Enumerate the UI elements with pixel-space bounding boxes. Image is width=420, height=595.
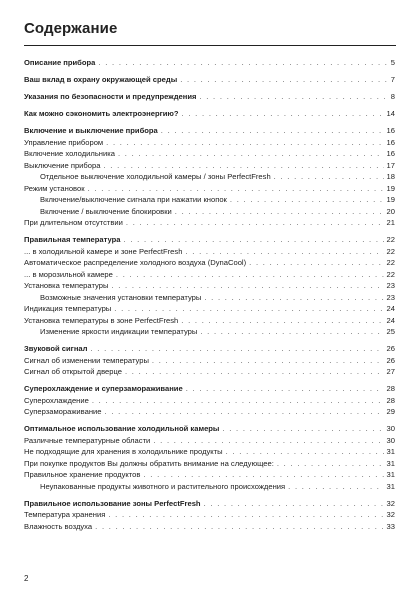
toc-entry-title: Изменение яркости индикации температуры bbox=[40, 327, 198, 336]
toc-entry bbox=[24, 343, 395, 355]
toc-entry-page: 28 bbox=[386, 395, 395, 405]
toc-entry bbox=[24, 108, 395, 120]
toc-entry-page: 14 bbox=[386, 109, 395, 118]
toc-dot-leader bbox=[200, 326, 383, 338]
toc-entry bbox=[24, 383, 395, 395]
toc-entry bbox=[24, 423, 395, 435]
toc-entry-page: 5 bbox=[390, 58, 395, 67]
toc-dot-leader bbox=[277, 458, 384, 470]
toc-entry-title: Указания по безопасности и предупреждения bbox=[24, 92, 197, 101]
toc-entry-page: 19 bbox=[386, 195, 395, 204]
toc-dot-leader bbox=[116, 269, 384, 281]
page-number: 2 bbox=[24, 574, 29, 583]
toc-dot-leader bbox=[114, 303, 383, 315]
toc-entry bbox=[24, 257, 395, 269]
toc-entry-title: Правильное хранение продуктов bbox=[24, 470, 141, 479]
toc-entry-page: 19 bbox=[386, 183, 395, 193]
toc-entry bbox=[24, 269, 395, 281]
page-title: Содержание bbox=[24, 20, 118, 37]
toc-entry bbox=[24, 148, 395, 160]
toc-entry-title: Как можно сэкономить электроэнергию? bbox=[24, 109, 179, 118]
toc-entry bbox=[24, 125, 395, 137]
toc-entry-page: 31 bbox=[386, 481, 395, 491]
toc-dot-leader bbox=[185, 246, 383, 258]
toc-entry bbox=[24, 206, 395, 218]
toc-entry bbox=[24, 292, 395, 304]
toc-entry bbox=[24, 280, 395, 292]
toc-dot-leader bbox=[186, 383, 384, 395]
toc-dot-leader bbox=[103, 160, 383, 172]
toc-dot-leader bbox=[199, 91, 387, 103]
toc-entry bbox=[24, 366, 395, 378]
toc-dot-leader bbox=[105, 406, 384, 418]
toc-dot-leader bbox=[95, 521, 383, 533]
toc-entry-title: Установка температуры в зоне PerfectFresh bbox=[24, 315, 179, 325]
toc-entry-title: Правильное использование зоны PerfectFresh bbox=[24, 498, 201, 508]
toc-entry-page: 16 bbox=[386, 149, 395, 158]
toc-entry-page: 30 bbox=[386, 424, 395, 433]
toc-entry-page: 27 bbox=[386, 367, 395, 376]
toc-entry-title: Отдельное выключение холодильной камеры / зоны PerfectFresh bbox=[40, 172, 271, 181]
toc-entry bbox=[24, 395, 395, 407]
toc-entry-page: 22 bbox=[386, 269, 395, 279]
toc-entry-page: 24 bbox=[386, 315, 395, 325]
toc-entry-title: Неупакованные продукты животного и растительного происхождения bbox=[40, 481, 286, 491]
toc-entry-page: 24 bbox=[386, 304, 395, 313]
toc-dot-leader bbox=[111, 280, 383, 292]
toc-entry-page: 16 bbox=[386, 126, 395, 135]
toc-entry bbox=[24, 160, 395, 172]
toc-entry-title: Звуковой сигнал bbox=[24, 344, 88, 353]
toc-entry bbox=[24, 509, 395, 521]
toc-entry bbox=[24, 498, 395, 510]
toc-entry-title: Описание прибора bbox=[24, 58, 96, 67]
toc-entry-page: 31 bbox=[386, 447, 395, 456]
toc-dot-leader bbox=[88, 183, 384, 195]
toc-entry bbox=[24, 446, 395, 458]
toc-dot-leader bbox=[118, 148, 384, 160]
toc-entry-page: 16 bbox=[386, 137, 395, 147]
toc-dot-leader bbox=[108, 509, 383, 521]
toc-entry bbox=[24, 246, 395, 258]
toc-dot-leader bbox=[124, 234, 384, 246]
toc-dot-leader bbox=[249, 257, 383, 269]
toc-entry-page: 23 bbox=[386, 281, 395, 290]
toc-dot-leader bbox=[152, 355, 384, 367]
toc-entry-title: Влажность воздуха bbox=[24, 521, 93, 531]
toc-entry-page: 29 bbox=[386, 407, 395, 416]
toc-entry-title: Правильная температура bbox=[24, 235, 121, 244]
toc-entry-title: Включение / выключение блокировки bbox=[40, 206, 172, 216]
toc-entry-title: Возможные значения установки температуры bbox=[40, 292, 202, 302]
toc-entry-title: Сигнал об открытой дверце bbox=[24, 367, 122, 376]
toc-entry-title: Включение/выключение сигнала при нажатии кнопок bbox=[40, 195, 227, 204]
toc-entry bbox=[24, 458, 395, 470]
toc-entry-page: 25 bbox=[386, 327, 395, 336]
toc-entry-title: Не подходящие для хранения в холодильнике продукты bbox=[24, 447, 223, 456]
toc-entry-title: ... в холодильной камере и зоне PerfectFresh bbox=[24, 246, 183, 256]
toc-dot-leader bbox=[161, 125, 384, 137]
toc-entry-title: Суперохлаждение и суперзамораживание bbox=[24, 384, 183, 393]
toc-entry-title: Включение и выключение прибора bbox=[24, 126, 158, 135]
toc-entry bbox=[24, 137, 395, 149]
toc-entry-page: 32 bbox=[386, 498, 395, 508]
toc-entry-page: 20 bbox=[386, 206, 395, 216]
toc-dot-leader bbox=[143, 469, 383, 481]
toc-entry-title: Суперохлаждение bbox=[24, 395, 89, 405]
toc-entry bbox=[24, 57, 395, 69]
toc-entry-title: Установка температуры bbox=[24, 281, 109, 290]
toc-dot-leader bbox=[204, 498, 384, 510]
toc-entry bbox=[24, 326, 395, 338]
toc-entry-title: Различные температурные области bbox=[24, 435, 151, 445]
toc-entry-title: Выключение прибора bbox=[24, 160, 101, 170]
toc-entry-title: Ваш вклад в охрану окружающей среды bbox=[24, 75, 178, 84]
toc-dot-leader bbox=[204, 292, 383, 304]
toc-dot-leader bbox=[180, 74, 388, 86]
toc-entry-title: ... в морозильной камере bbox=[24, 269, 113, 279]
toc-entry-page: 8 bbox=[390, 92, 395, 101]
toc-dot-leader bbox=[106, 137, 383, 149]
toc-entry-page: 22 bbox=[386, 235, 395, 244]
toc-dot-leader bbox=[126, 217, 384, 229]
toc-dot-leader bbox=[181, 315, 383, 327]
toc-dot-leader bbox=[98, 57, 387, 69]
toc-dot-leader bbox=[226, 446, 384, 458]
toc-entry-title: Оптимальное использование холодильной камеры bbox=[24, 424, 220, 433]
toc-entry-page: 17 bbox=[386, 160, 395, 170]
toc-entry bbox=[24, 183, 395, 195]
toc-entry-page: 23 bbox=[386, 292, 395, 302]
table-of-contents bbox=[24, 57, 395, 532]
toc-entry bbox=[24, 74, 395, 86]
toc-dot-leader bbox=[288, 481, 383, 493]
toc-entry bbox=[24, 315, 395, 327]
toc-dot-leader bbox=[125, 366, 384, 378]
toc-entry-title: При покупке продуктов Вы должны обратить внимание на следующее: bbox=[24, 458, 274, 468]
toc-entry bbox=[24, 91, 395, 103]
toc-entry bbox=[24, 435, 395, 447]
toc-entry-page: 7 bbox=[390, 75, 395, 84]
toc-entry-page: 30 bbox=[386, 435, 395, 445]
toc-entry bbox=[24, 469, 395, 481]
toc-entry bbox=[24, 481, 395, 493]
toc-entry bbox=[24, 521, 395, 533]
toc-entry-title: Сигнал об изменении температуры bbox=[24, 355, 149, 365]
toc-dot-leader bbox=[274, 171, 384, 183]
toc-entry bbox=[24, 171, 395, 183]
toc-entry-page: 32 bbox=[386, 510, 395, 519]
toc-entry bbox=[24, 406, 395, 418]
toc-entry-page: 31 bbox=[386, 470, 395, 479]
toc-entry-title: Индикация температуры bbox=[24, 304, 112, 313]
toc-entry bbox=[24, 234, 395, 246]
toc-dot-leader bbox=[182, 108, 384, 120]
toc-dot-leader bbox=[153, 435, 383, 447]
toc-entry-title: Управление прибором bbox=[24, 137, 104, 147]
toc-entry-page: 18 bbox=[386, 172, 395, 181]
toc-entry-title: Автоматическое распределение холодного воздуха (DynaCool) bbox=[24, 258, 247, 267]
toc-entry-title: Температура хранения bbox=[24, 510, 106, 519]
toc-entry-title: Режим установок bbox=[24, 183, 85, 193]
toc-entry-page: 26 bbox=[386, 344, 395, 353]
toc-dot-leader bbox=[90, 343, 383, 355]
toc-entry bbox=[24, 303, 395, 315]
toc-entry-page: 22 bbox=[386, 258, 395, 267]
toc-dot-leader bbox=[222, 423, 383, 435]
toc-dot-leader bbox=[230, 194, 384, 206]
toc-entry-title: Суперзамораживание bbox=[24, 407, 102, 416]
toc-entry-title: Включение холодильника bbox=[24, 149, 115, 158]
toc-entry-page: 33 bbox=[386, 521, 395, 531]
toc-entry-page: 22 bbox=[386, 246, 395, 256]
toc-entry-page: 28 bbox=[386, 384, 395, 393]
toc-entry-page: 21 bbox=[386, 218, 395, 227]
toc-entry-page: 26 bbox=[386, 355, 395, 365]
toc-dot-leader bbox=[175, 206, 384, 218]
title-underline bbox=[24, 45, 396, 46]
toc-entry bbox=[24, 217, 395, 229]
toc-entry-page: 31 bbox=[386, 458, 395, 468]
toc-entry-title: При длительном отсутствии bbox=[24, 218, 123, 227]
toc-entry bbox=[24, 194, 395, 206]
toc-dot-leader bbox=[92, 395, 384, 407]
toc-entry bbox=[24, 355, 395, 367]
